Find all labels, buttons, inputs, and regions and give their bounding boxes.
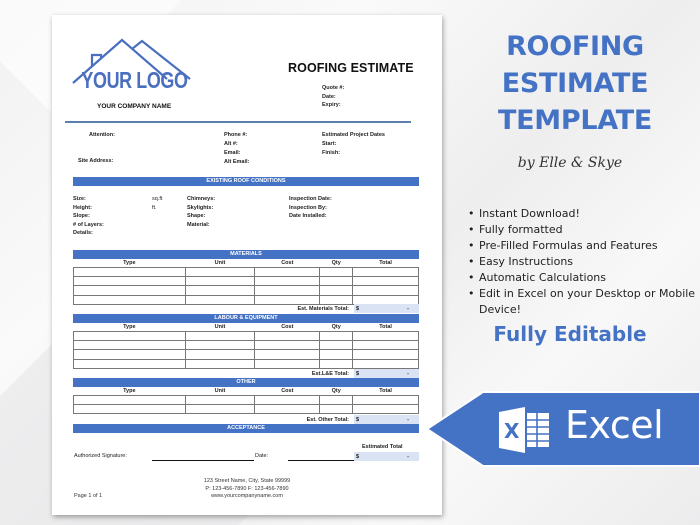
logo-placeholder-text: YOUR LOGO bbox=[81, 67, 188, 93]
table-cell[interactable] bbox=[74, 277, 186, 286]
footer-website: www.yourcompanyname.com bbox=[211, 493, 283, 499]
table-cell[interactable] bbox=[320, 286, 353, 295]
table-cell[interactable] bbox=[185, 268, 255, 277]
section-header-materials: MATERIALS bbox=[73, 250, 419, 259]
page-number: Page 1 of 1 bbox=[74, 493, 103, 499]
table-cell[interactable] bbox=[353, 396, 419, 405]
table-cell[interactable] bbox=[255, 277, 320, 286]
slope-label: Slope: bbox=[73, 213, 90, 219]
materials-total-label: Est. Materials Total: bbox=[297, 305, 349, 312]
size-unit: sq.ft bbox=[152, 196, 163, 202]
feature-item: • Fully formatted bbox=[468, 222, 698, 238]
attention-label: Attention: bbox=[89, 132, 115, 138]
materials-table bbox=[73, 259, 419, 305]
inspection-date-label: Inspection Date: bbox=[289, 196, 332, 202]
column-header-total: Total bbox=[379, 260, 392, 266]
document-title: ROOFING ESTIMATE bbox=[288, 61, 414, 75]
feature-list bbox=[468, 206, 698, 318]
table-cell[interactable] bbox=[255, 405, 320, 414]
alt-phone-label: Alt #: bbox=[224, 141, 238, 147]
promo-title-line: ROOFING bbox=[506, 31, 644, 62]
table-row bbox=[74, 286, 419, 295]
quote-meta bbox=[322, 84, 344, 110]
table-cell[interactable] bbox=[255, 396, 320, 405]
table-row bbox=[74, 350, 419, 359]
table-row bbox=[74, 332, 419, 341]
column-header-total: Total bbox=[379, 324, 392, 330]
excel-icon bbox=[499, 407, 553, 453]
currency-symbol: $ bbox=[356, 453, 360, 460]
table-row bbox=[74, 277, 419, 286]
table-cell[interactable] bbox=[185, 396, 255, 405]
promo-title-line: TEMPLATE bbox=[498, 105, 652, 136]
feature-item: • Automatic Calculations bbox=[468, 270, 698, 286]
excel-badge bbox=[425, 389, 700, 469]
column-header-unit: Unit bbox=[214, 324, 226, 330]
labour-total-label: Est.L&E Total: bbox=[311, 370, 349, 377]
site-address-label: Site Address: bbox=[78, 158, 114, 164]
table-cell[interactable] bbox=[320, 359, 353, 368]
section-header-roof-conditions: EXISTING ROOF CONDITIONS bbox=[73, 177, 419, 186]
table-cell[interactable] bbox=[185, 295, 255, 304]
feature-item: • Easy Instructions bbox=[468, 254, 698, 270]
table-cell[interactable] bbox=[320, 350, 353, 359]
table-cell[interactable] bbox=[255, 359, 320, 368]
size-label: Size: bbox=[73, 196, 86, 202]
materials-total-value: - bbox=[407, 305, 409, 312]
date-label: Date: bbox=[322, 93, 336, 100]
height-unit: ft. bbox=[152, 204, 157, 211]
start-label: Start: bbox=[322, 141, 337, 147]
table-row bbox=[74, 396, 419, 405]
finish-label: Finish: bbox=[322, 150, 341, 156]
table-cell[interactable] bbox=[185, 332, 255, 341]
table-cell[interactable] bbox=[255, 286, 320, 295]
estimate-document-page bbox=[52, 15, 442, 515]
feature-item: • Pre-Filled Formulas and Features bbox=[468, 238, 698, 254]
currency-symbol: $ bbox=[356, 416, 360, 423]
table-cell[interactable] bbox=[320, 396, 353, 405]
table-cell[interactable] bbox=[74, 332, 186, 341]
column-header-type: Type bbox=[123, 388, 136, 394]
labour-total-row bbox=[73, 369, 419, 378]
email-label: Email: bbox=[224, 150, 241, 156]
acceptance-date-label: Date: bbox=[255, 453, 269, 459]
table-cell[interactable] bbox=[74, 295, 186, 304]
table-cell[interactable] bbox=[185, 286, 255, 295]
labour-table bbox=[73, 323, 419, 369]
column-header-type: Type bbox=[123, 324, 136, 330]
table-row bbox=[74, 295, 419, 304]
layers-label: # of Layers: bbox=[73, 221, 104, 228]
estimated-total-label: Estimated Total bbox=[362, 444, 403, 450]
promo-title-line: ESTIMATE bbox=[501, 68, 649, 99]
company-name: YOUR COMPANY NAME bbox=[97, 103, 172, 110]
section-header-other: OTHER bbox=[73, 378, 419, 387]
svg-text:X: X bbox=[504, 419, 520, 443]
other-total-value: - bbox=[407, 416, 409, 423]
table-cell[interactable] bbox=[74, 286, 186, 295]
table-cell[interactable] bbox=[185, 341, 255, 350]
footer-address: 123 Street Name, City, State 99999 bbox=[203, 478, 291, 484]
section-header-acceptance: ACCEPTANCE bbox=[73, 424, 419, 433]
footer-phone: P: 123-456-7890 F: 123-456-7890 bbox=[205, 485, 289, 492]
material-label: Material: bbox=[187, 221, 210, 228]
table-cell[interactable] bbox=[320, 405, 353, 414]
column-header-cost: Cost bbox=[281, 260, 294, 266]
table-cell[interactable] bbox=[74, 405, 186, 414]
company-footer bbox=[52, 478, 442, 501]
column-header-qty: Qty bbox=[331, 324, 341, 330]
table-cell[interactable] bbox=[185, 350, 255, 359]
table-row bbox=[74, 359, 419, 368]
estimated-total-value: - bbox=[407, 453, 409, 460]
column-header-unit: Unit bbox=[214, 388, 226, 394]
feature-item: • Edit in Excel on your Desktop or Mobile Device! bbox=[468, 286, 698, 318]
shape-label: Shape: bbox=[187, 213, 206, 219]
quote-number-label: Quote #: bbox=[322, 85, 345, 91]
materials-total-row bbox=[73, 304, 419, 313]
table-cell[interactable] bbox=[353, 332, 419, 341]
table-cell[interactable] bbox=[74, 359, 186, 368]
other-total-label: Est. Other Total: bbox=[306, 416, 349, 423]
promo-title bbox=[455, 28, 695, 139]
table-cell[interactable] bbox=[353, 350, 419, 359]
column-header-total: Total bbox=[379, 388, 392, 394]
brand-signature: by Elle & Skye bbox=[517, 155, 623, 171]
column-header-type: Type bbox=[123, 260, 136, 266]
table-cell[interactable] bbox=[320, 277, 353, 286]
skylights-label: Skylights: bbox=[187, 204, 214, 211]
details-label: Details: bbox=[73, 230, 93, 236]
table-cell[interactable] bbox=[74, 396, 186, 405]
table-cell[interactable] bbox=[320, 332, 353, 341]
phone-label: Phone #: bbox=[224, 132, 248, 138]
table-cell[interactable] bbox=[353, 286, 419, 295]
table-cell[interactable] bbox=[74, 350, 186, 359]
table-cell[interactable] bbox=[353, 405, 419, 414]
date-installed-label: Date Installed: bbox=[289, 213, 327, 219]
table-cell[interactable] bbox=[353, 277, 419, 286]
currency-symbol: $ bbox=[356, 370, 360, 377]
table-cell[interactable] bbox=[353, 341, 419, 350]
table-cell[interactable] bbox=[353, 268, 419, 277]
inspection-by-label: Inspection By: bbox=[289, 204, 327, 211]
table-cell[interactable] bbox=[255, 350, 320, 359]
chimneys-label: Chimneys: bbox=[187, 196, 216, 202]
excel-label: Excel bbox=[565, 403, 664, 447]
table-row bbox=[74, 405, 419, 414]
table-cell[interactable] bbox=[353, 295, 419, 304]
table-cell[interactable] bbox=[74, 341, 186, 350]
header-divider bbox=[65, 121, 411, 123]
fully-editable-label: Fully Editable bbox=[493, 322, 647, 346]
alt-email-label: Alt Email: bbox=[224, 159, 250, 165]
other-table bbox=[73, 387, 419, 414]
table-cell[interactable] bbox=[185, 277, 255, 286]
table-cell[interactable] bbox=[320, 295, 353, 304]
table-cell[interactable] bbox=[255, 295, 320, 304]
section-header-labour: LABOUR & EQUIPMENT bbox=[73, 314, 419, 323]
labour-total-value: - bbox=[407, 370, 409, 377]
table-cell[interactable] bbox=[353, 359, 419, 368]
estimated-total-row bbox=[73, 452, 419, 461]
table-cell[interactable] bbox=[255, 268, 320, 277]
column-header-unit: Unit bbox=[214, 260, 226, 266]
table-row bbox=[74, 268, 419, 277]
column-header-cost: Cost bbox=[281, 324, 294, 330]
table-cell[interactable] bbox=[185, 405, 255, 414]
column-header-cost: Cost bbox=[281, 388, 294, 394]
height-label: Height: bbox=[73, 204, 92, 211]
authorized-signature-label: Authorized Signature: bbox=[74, 453, 127, 459]
table-cell[interactable] bbox=[74, 268, 186, 277]
expiry-label: Expiry: bbox=[322, 102, 341, 109]
currency-symbol: $ bbox=[356, 305, 360, 312]
column-header-qty: Qty bbox=[331, 260, 341, 266]
column-header-qty: Qty bbox=[331, 388, 341, 394]
other-total-cell bbox=[354, 415, 419, 424]
table-cell[interactable] bbox=[320, 268, 353, 277]
feature-item: • Instant Download! bbox=[468, 206, 698, 222]
other-total-row bbox=[73, 415, 419, 424]
table-cell[interactable] bbox=[255, 332, 320, 341]
estimated-total-cell bbox=[354, 452, 419, 461]
project-dates-label: Estimated Project Dates bbox=[322, 132, 385, 138]
table-cell[interactable] bbox=[255, 341, 320, 350]
table-row bbox=[74, 341, 419, 350]
labour-total-cell bbox=[354, 369, 419, 378]
table-cell[interactable] bbox=[320, 341, 353, 350]
materials-total-cell bbox=[354, 304, 419, 313]
table-cell[interactable] bbox=[185, 359, 255, 368]
